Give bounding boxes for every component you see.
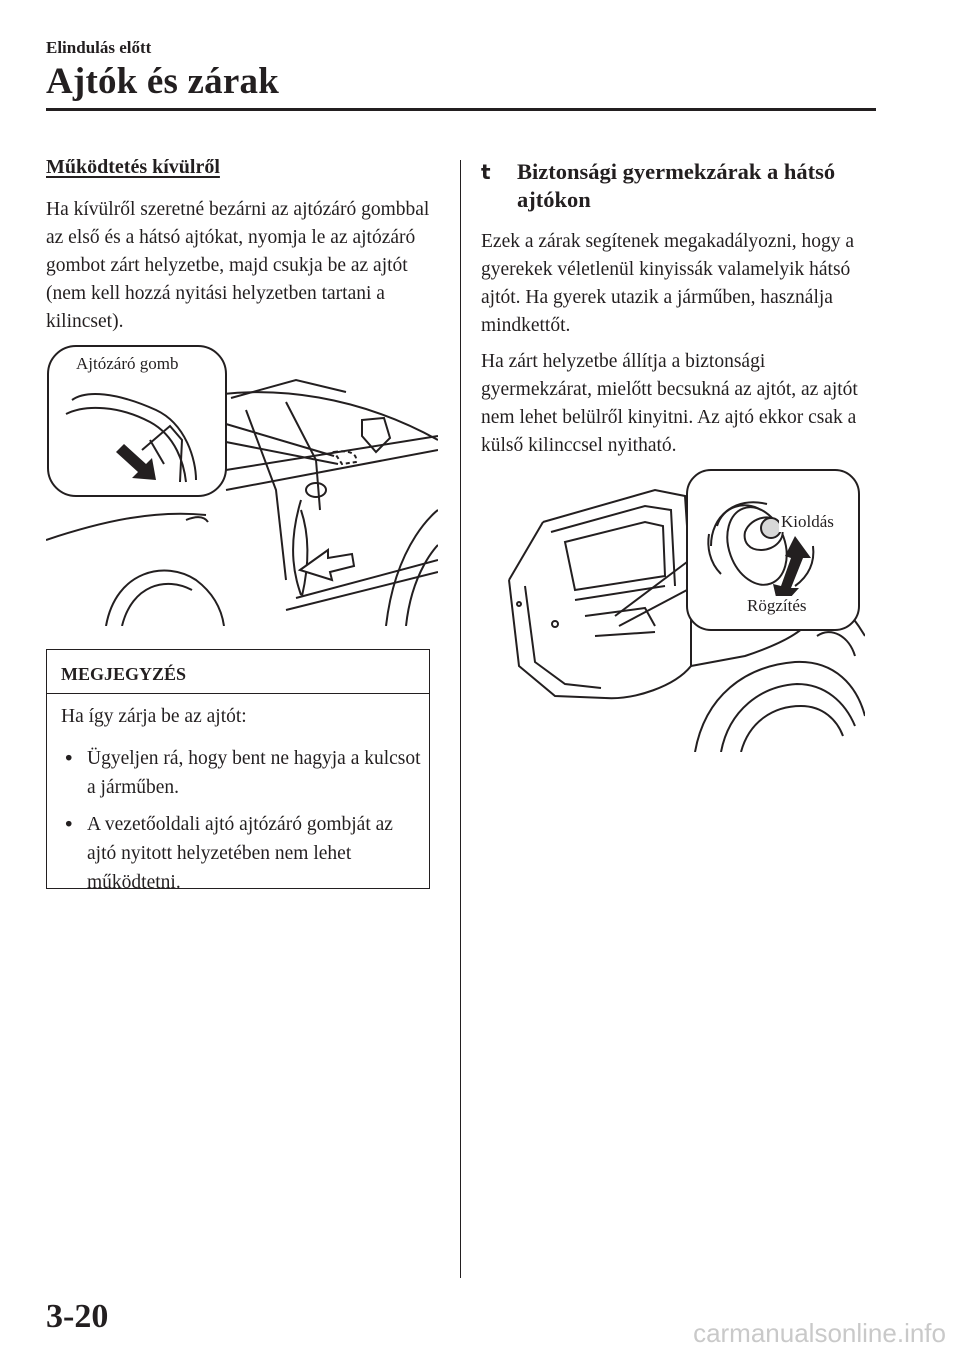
paragraph-child-lock-purpose: Ezek a zárak segítenek megakadályozni, hogy a gyerekek véletlenül kinyissák valamelyik hátsó ajtót. Ha gyerek utazik a járműben, használja mindkettőt. xyxy=(481,231,855,336)
title-rule xyxy=(46,108,876,111)
door-lock-knob-label: Ajtózáró gomb xyxy=(76,354,179,373)
paragraph-child-lock-effect: Ha zárt helyzetbe állítja a biztonsági gyermekzárat, mielőtt becsukná az ajtót, az ajtót nem lehet belülről kinyitni. Az ajtó ekkor csak a külső kilinccsel nyitható. xyxy=(481,351,858,456)
note-item-text: A vezetőoldali ajtó ajtózáró gombját az ajtó nyitott helyzetében nem lehet működtetni. xyxy=(87,814,393,893)
note-item-text: Ügyeljen rá, hogy bent ne hagyja a kulcsot a járműben. xyxy=(87,748,421,798)
paragraph-outside-locking: Ha kívülről szeretné bezárni az ajtózáró gombbal az első és a hátsó ajtókat, nyomja le az ajtózáró gombot zárt helyzetbe, majd csukja be az ajtót (nem kell hozzá nyitási helyzetben tartani a kilincset). xyxy=(46,199,430,332)
watermark: carmanualsonline.info xyxy=(693,1318,946,1348)
door-illustration-svg xyxy=(46,340,438,626)
bullet-icon: • xyxy=(63,813,75,836)
door-lock-knob-illustration xyxy=(46,340,438,626)
release-label: Kioldás xyxy=(781,512,834,531)
subheading-outside-operation: Működtetés kívülről xyxy=(46,156,220,178)
child-lock-illustration xyxy=(495,466,865,752)
child-lock-illustration-svg xyxy=(495,466,865,752)
section-marker-icon: t xyxy=(481,160,491,184)
note-item xyxy=(61,744,421,802)
column-divider xyxy=(460,160,461,1278)
note-item xyxy=(61,810,421,897)
child-lock-heading xyxy=(481,158,901,214)
chapter-title: Ajtók és zárak xyxy=(46,61,279,102)
child-lock-heading-text: Biztonsági gyermekzárak a hátsó ajtókon xyxy=(517,159,836,212)
page-number: 3-20 xyxy=(46,1298,109,1335)
note-list xyxy=(61,744,421,905)
note-heading: MEGJEGYZÉS xyxy=(47,650,429,694)
lock-label: Rögzítés xyxy=(747,596,807,615)
bullet-icon: • xyxy=(63,747,75,770)
note-box xyxy=(46,649,430,893)
section-label: Elindulás előtt xyxy=(46,38,152,57)
note-intro: Ha így zárja be az ajtót: xyxy=(61,706,247,727)
